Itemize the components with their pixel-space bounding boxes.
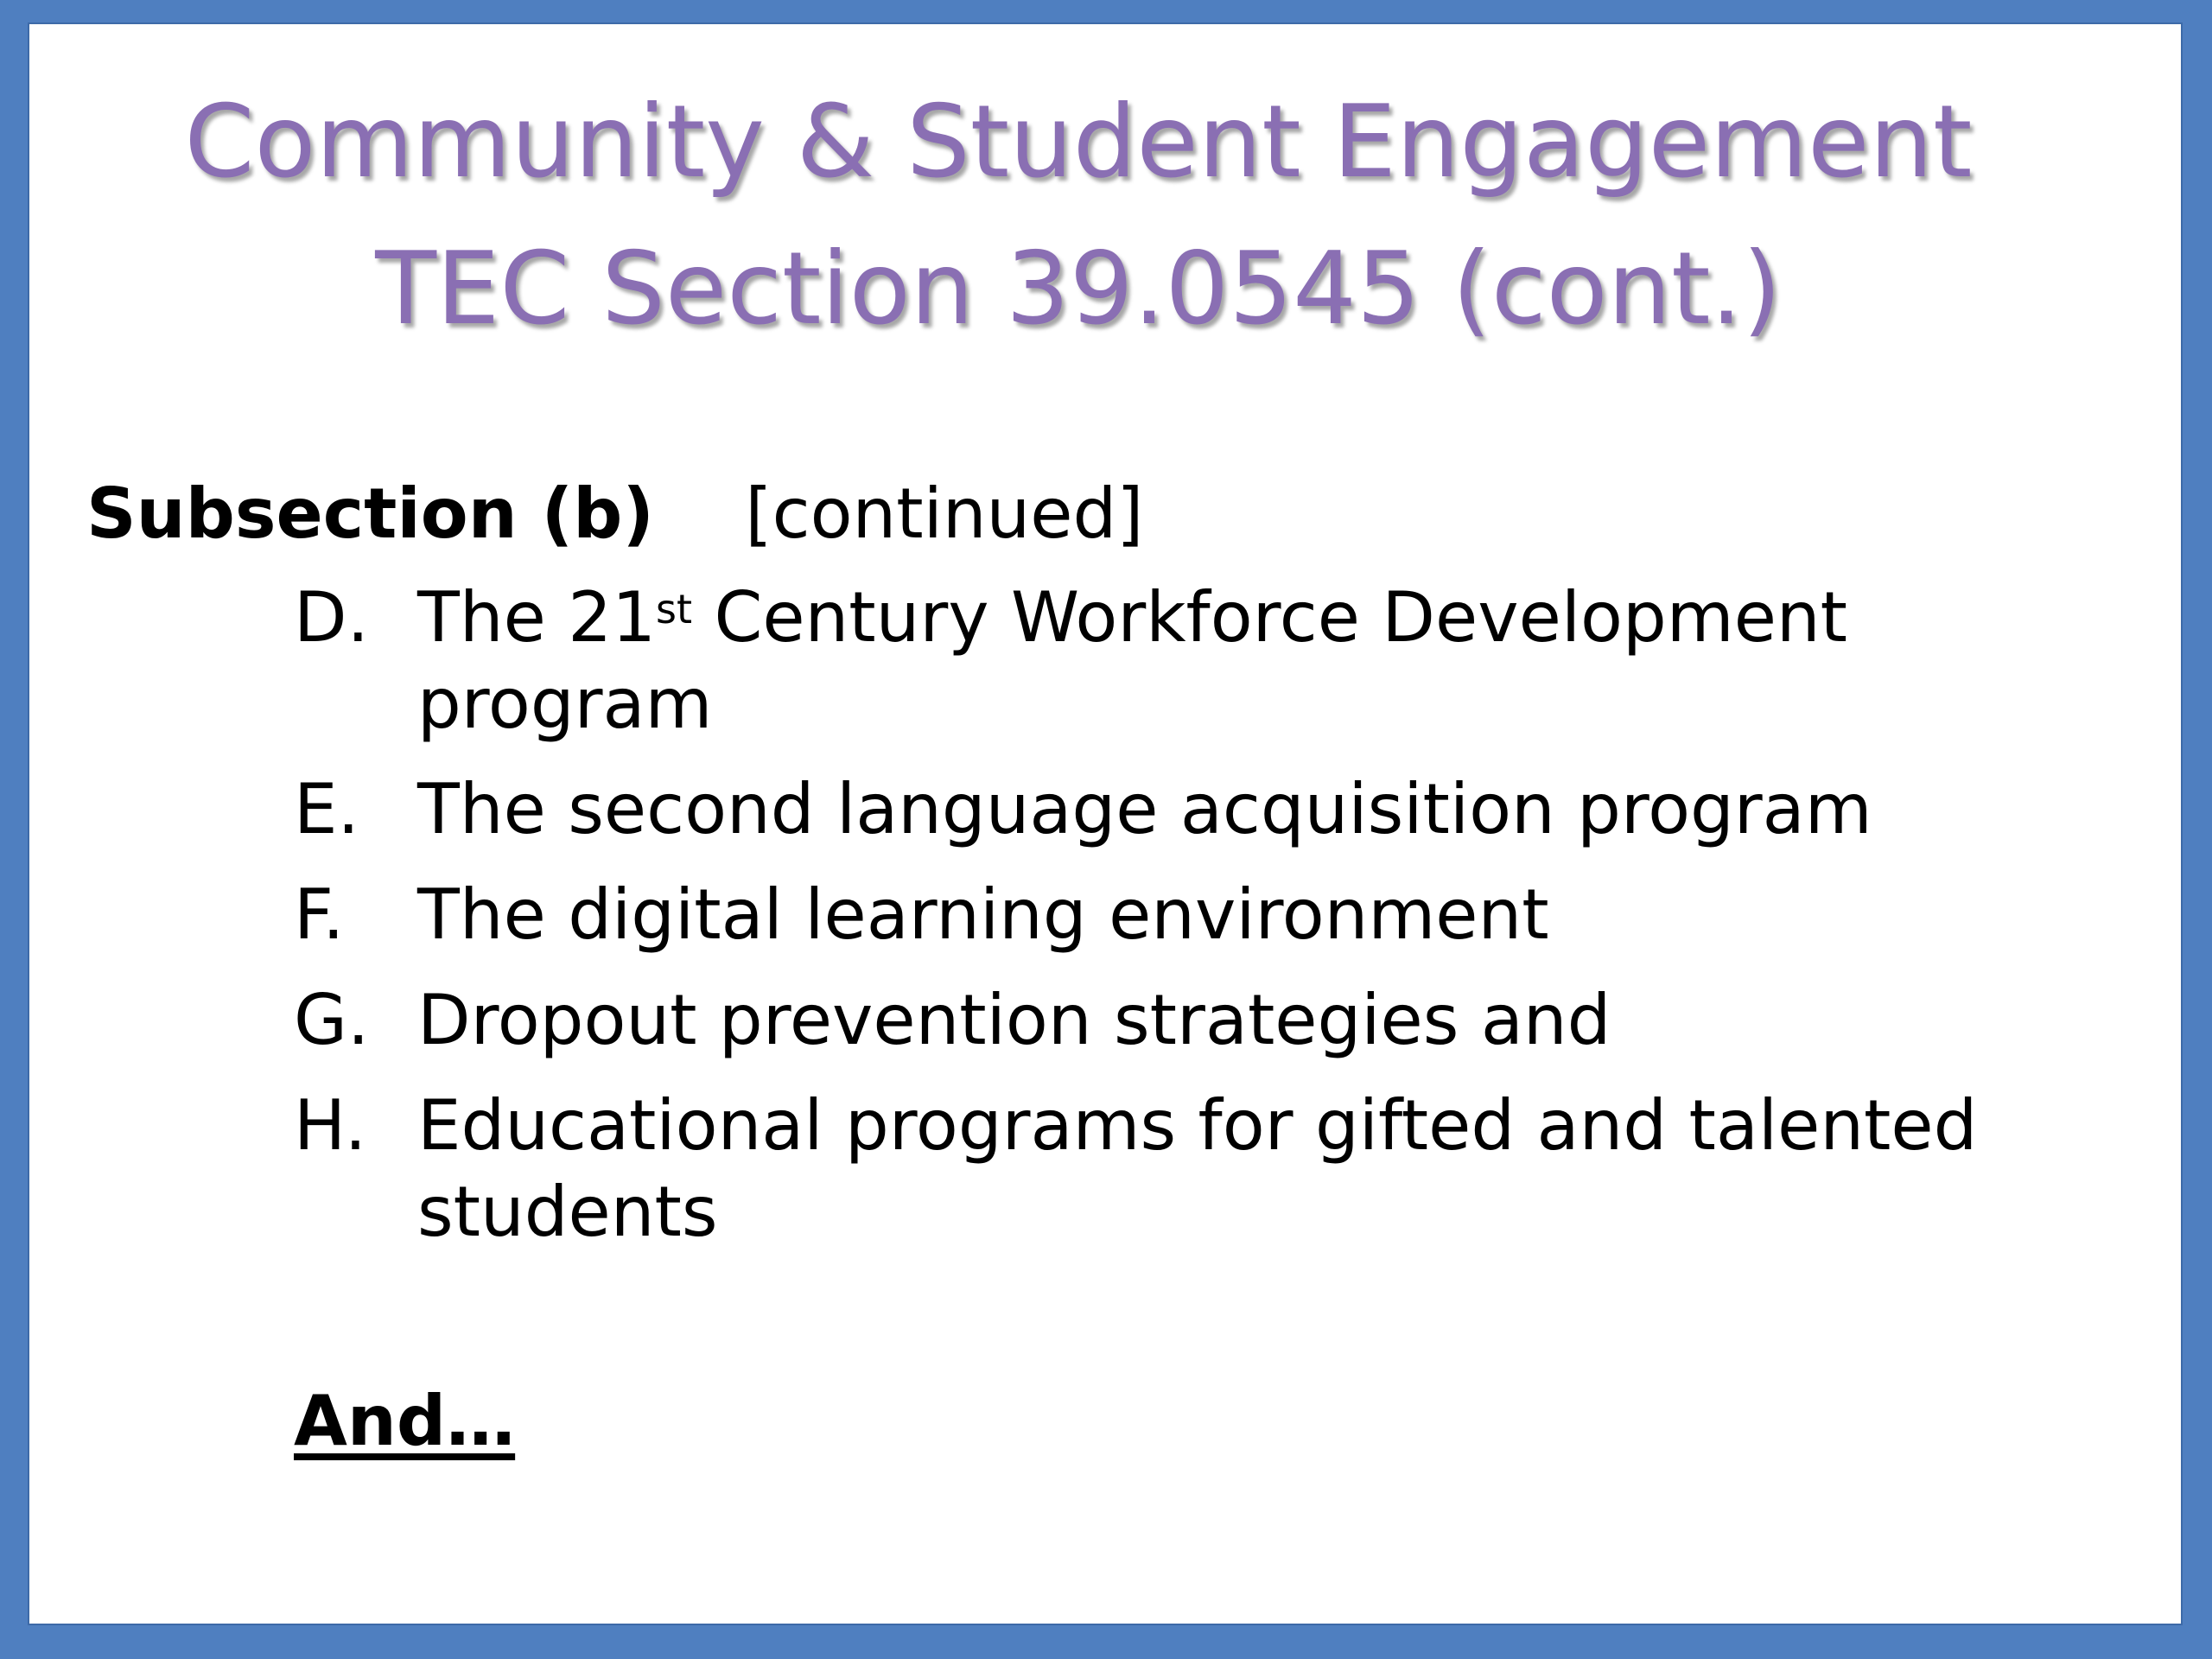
subsection-heading — [86, 471, 1143, 557]
item-text: Dropout prevention strategies and — [417, 980, 1611, 1060]
slide-title — [0, 69, 2184, 363]
ordinal-superscript: st — [656, 586, 693, 632]
item-letter: D. — [294, 577, 370, 658]
item-letter: G. — [294, 980, 370, 1060]
closing-text: And… — [294, 1381, 516, 1461]
item-letter: F. — [294, 874, 345, 955]
title-line-1: Community & Student Engagement — [184, 84, 1973, 200]
list-item — [294, 872, 2022, 958]
item-letter: E. — [294, 769, 359, 849]
title-line-2 — [0, 216, 2184, 363]
item-text: The 21st Century Workforce Development program — [417, 577, 1847, 744]
subsection-note: [continued] — [745, 474, 1144, 554]
list-item — [294, 1083, 2022, 1255]
list-item — [294, 575, 2022, 747]
item-letter: H. — [294, 1085, 367, 1166]
item-text: The digital learning environment — [417, 874, 1549, 955]
list-item — [294, 977, 2022, 1064]
item-text: The second language acquisition program — [417, 769, 1872, 849]
title-continued-suffix: (cont.) — [1452, 231, 1782, 347]
item-list — [294, 575, 2022, 1274]
title-section-ref: TEC Section 39.0545 — [375, 231, 1421, 347]
item-text: Educational programs for gifted and talented students — [417, 1085, 1978, 1252]
subsection-label: Subsection (b) — [86, 474, 654, 554]
list-item — [294, 766, 2022, 853]
